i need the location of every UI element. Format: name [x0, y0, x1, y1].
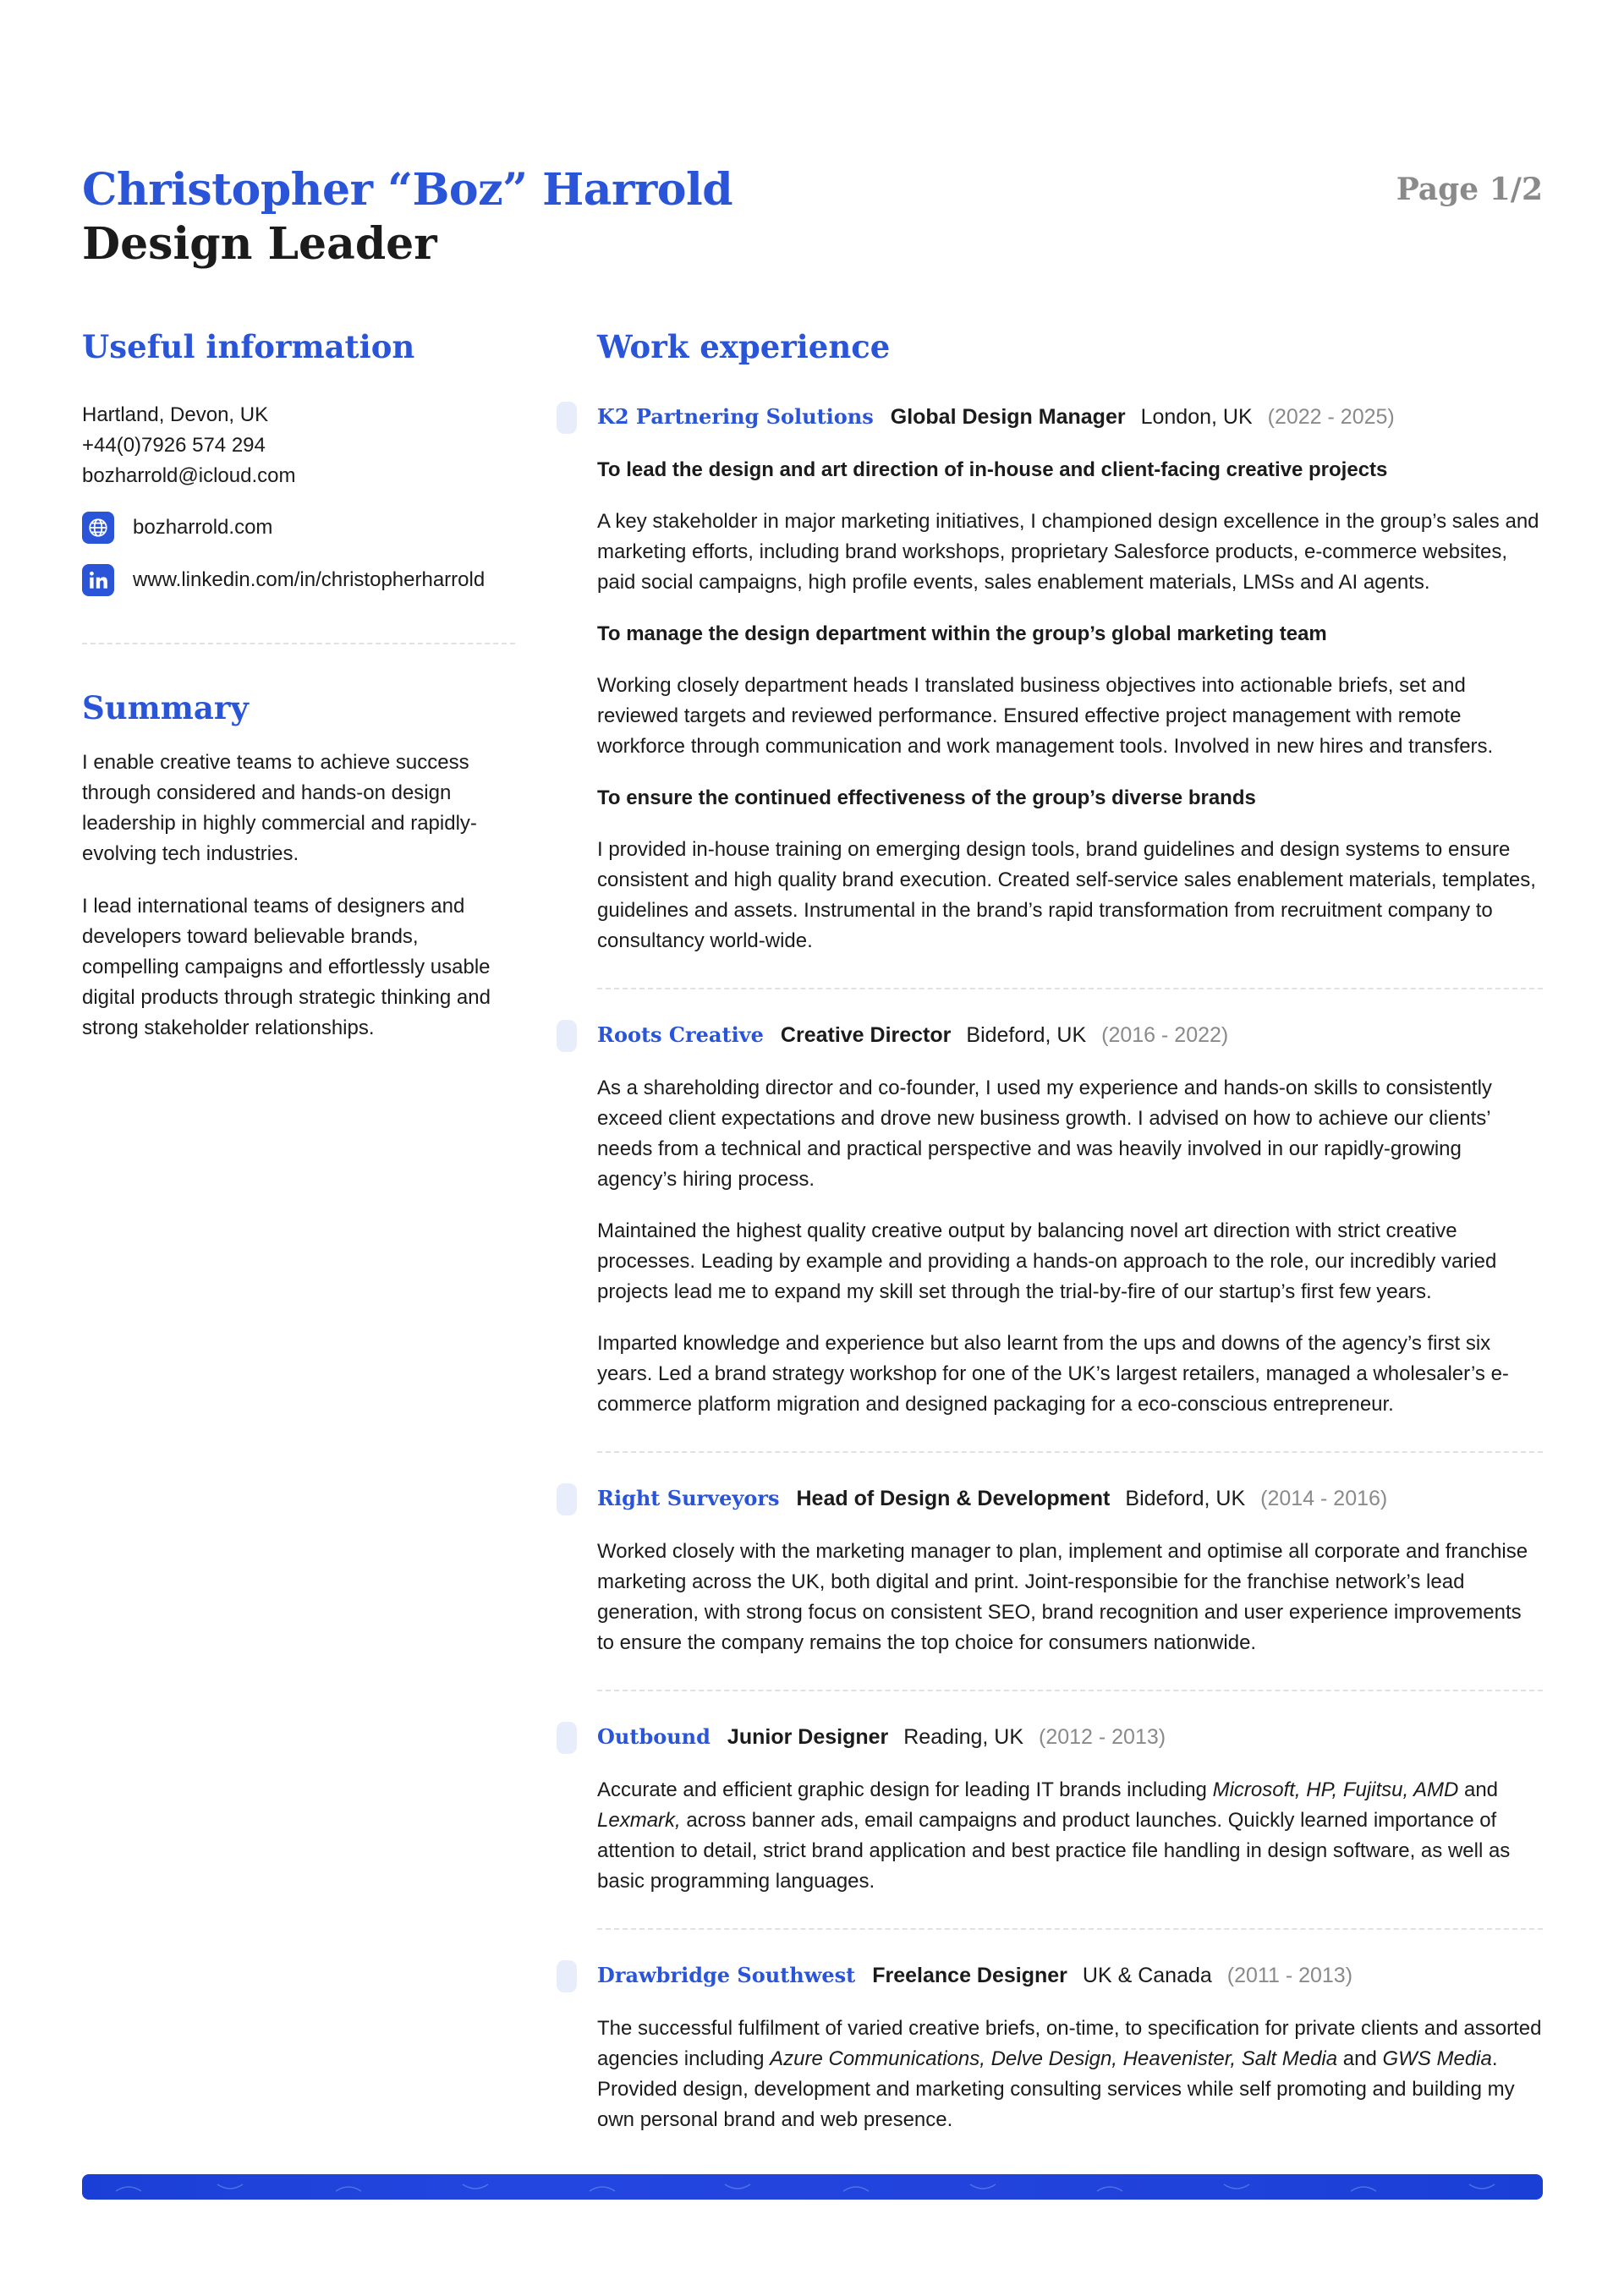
brand-list: Microsoft, HP, Fujitsu, AMD	[1212, 1778, 1459, 1801]
job-description: Imparted knowledge and experience but also learnt from the ups and downs of the agency’s first six years. Led a brand strategy workshop for one of the UK’s largest retailers, managed a wholesaler’s e-commerce platform migration and designed packaging for a eco-conscious entrepreneur.	[597, 1332, 1509, 1416]
job-entry	[597, 1018, 1543, 1453]
agency-list: Azure Communications, Delve Design, Heavenister, Salt Media	[770, 2047, 1338, 2070]
company-name: Right Surveyors	[597, 1486, 780, 1510]
website-link[interactable]	[82, 512, 515, 544]
job-header	[597, 1959, 1543, 1992]
job-title: Creative Director	[780, 1023, 952, 1047]
resume-header	[82, 163, 1543, 271]
job-description	[597, 1775, 1543, 1897]
job-objective: To lead the design and art direction of in-house and client-facing creative projects	[597, 458, 1388, 481]
job-description: As a shareholding director and co-founder, I used my experience and hands-on skills to consistently exceed client expectations and drove new business growth. I advised on how to achieve our clients’ needs from a technical and practical perspective and was heavily involved in our rapidly-growing agency’s hiring process.	[597, 1077, 1492, 1191]
page-number: Page 1/2	[1396, 172, 1543, 207]
useful-info-heading: Useful information	[82, 328, 415, 365]
divider	[597, 1690, 1543, 1691]
job-objective: To ensure the continued effectiveness of the group’s diverse brands	[597, 786, 1256, 809]
job-location: London, UK	[1140, 405, 1253, 429]
summary-paragraph: I enable creative teams to achieve success through considered and hands-on design leadership in highly commercial and rapidly-evolving tech industries.	[82, 751, 477, 865]
job-description: Worked closely with the marketing manager to plan, implement and optimise all corporate and franchise marketing across the UK, both digital and print. Joint-responsibie for the franchise network’s lead generation, with strong focus on consistent SEO, brand recognition and user experience improvements to ensure the company remains the top choice for consumers nationwide.	[597, 1540, 1528, 1654]
text-run: and	[1458, 1778, 1499, 1801]
job-marker	[557, 1960, 577, 1992]
agency-name: GWS Media	[1382, 2047, 1492, 2070]
company-name: Drawbridge Southwest	[597, 1963, 856, 1987]
job-title: Global Design Manager	[890, 405, 1126, 429]
candidate-role: Design Leader	[82, 218, 437, 270]
footer-bar	[82, 2174, 1543, 2200]
summary-section	[82, 687, 515, 1044]
job-marker	[557, 1483, 577, 1515]
job-header	[597, 1018, 1543, 1052]
brand-name: Lexmark,	[597, 1809, 681, 1832]
job-title: Junior Designer	[727, 1725, 889, 1749]
job-description: A key stakeholder in major marketing initiatives, I championed design excellence in the group’s sales and marketing efforts, including brand workshops, proprietary Salesforce products, e-commerce websites, paid social campaigns, high profile events, sales enablement materials, LMSs and AI agents.	[597, 510, 1539, 594]
job-entry	[597, 1959, 1543, 2135]
job-entry	[597, 400, 1543, 989]
job-header	[597, 1482, 1543, 1515]
job-location: UK & Canada	[1082, 1964, 1212, 1987]
text-run: The successful fulfilment of varied creative briefs, on-time, to specification for private clients and assorted agencies including	[597, 2017, 1542, 2070]
job-objective: To manage the design department within the group’s global marketing team	[597, 622, 1327, 645]
company-name: Roots Creative	[597, 1022, 764, 1047]
job-title: Head of Design & Development	[796, 1487, 1111, 1510]
candidate-name: Christopher “Boz” Harrold	[82, 164, 733, 216]
left-column	[82, 326, 515, 1066]
company-name: Outbound	[597, 1724, 710, 1749]
job-description: I provided in-house training on emerging design tools, brand guidelines and design systems to ensure consistent and high quality brand execution. Created self-service sales enablement materials, templates, guidelines and assets. Instrumental in the brand’s rapid transformation from recruitment company to consultancy world-wide.	[597, 838, 1536, 952]
job-years: (2011 - 2013)	[1226, 1964, 1353, 1987]
location: Hartland, Devon, UK	[82, 403, 269, 426]
divider	[597, 1451, 1543, 1453]
job-entry	[597, 1482, 1543, 1691]
company-name: K2 Partnering Solutions	[597, 404, 874, 429]
job-marker	[557, 402, 577, 434]
job-marker	[557, 1020, 577, 1052]
job-header	[597, 1720, 1543, 1754]
summary-paragraph: I lead international teams of designers and developers toward believable brands, compelling campaigns and effortlessly usable digital products through strategic thinking and strong stakeholder relationships.	[82, 895, 491, 1039]
job-location: Bideford, UK	[966, 1023, 1087, 1047]
divider	[597, 1928, 1543, 1930]
email[interactable]: bozharrold@icloud.com	[82, 464, 296, 487]
job-header	[597, 400, 1543, 434]
text-run: and	[1337, 2047, 1383, 2070]
job-years: (2014 - 2016)	[1260, 1487, 1388, 1510]
job-years: (2016 - 2022)	[1101, 1023, 1229, 1047]
summary-heading: Summary	[82, 689, 249, 726]
website-text[interactable]: bozharrold.com	[133, 516, 273, 539]
contact-details	[82, 400, 515, 491]
text-run: Accurate and efficient graphic design for leading IT brands including	[597, 1778, 1213, 1801]
divider	[597, 988, 1543, 989]
job-title: Freelance Designer	[872, 1964, 1067, 1987]
job-entry	[597, 1720, 1543, 1930]
job-years: (2022 - 2025)	[1267, 405, 1395, 429]
job-marker	[557, 1722, 577, 1754]
work-experience-section	[597, 326, 1543, 2135]
work-experience-heading: Work experience	[597, 328, 891, 365]
text-run: across banner ads, email campaigns and product launches. Quickly learned importance of attention to detail, strict brand application and best practice file handling in design software, as well as basic programming languages.	[597, 1809, 1511, 1893]
job-description	[597, 2014, 1543, 2135]
linkedin-icon	[82, 564, 114, 596]
text-run: . Provided design, development and marketing consulting services while self promoting and building my own personal brand and web presence.	[597, 2047, 1515, 2131]
divider	[82, 643, 515, 644]
job-description: Working closely department heads I translated business objectives into actionable briefs, set and reviewed targets and reviewed performance. Ensured effective project management with remote workforce through communication and work management tools. Involved in new hires and transfers.	[597, 674, 1494, 758]
job-description: Maintained the highest quality creative output by balancing novel art direction with strict creative processes. Leading by example and providing a hands-on approach to the role, our incredibly varied projects lead me to expand my skill set through the trial-by-fire of our startup’s first few years.	[597, 1219, 1497, 1303]
globe-icon	[82, 512, 114, 544]
job-location: Reading, UK	[903, 1725, 1023, 1749]
job-years: (2012 - 2013)	[1039, 1725, 1166, 1749]
linkedin-link[interactable]	[82, 564, 515, 596]
job-location: Bideford, UK	[1125, 1487, 1246, 1510]
linkedin-text[interactable]: www.linkedin.com/in/christopherharrold	[133, 568, 486, 591]
footer-pattern	[82, 2174, 1543, 2200]
phone[interactable]: +44(0)7926 574 294	[82, 434, 266, 457]
